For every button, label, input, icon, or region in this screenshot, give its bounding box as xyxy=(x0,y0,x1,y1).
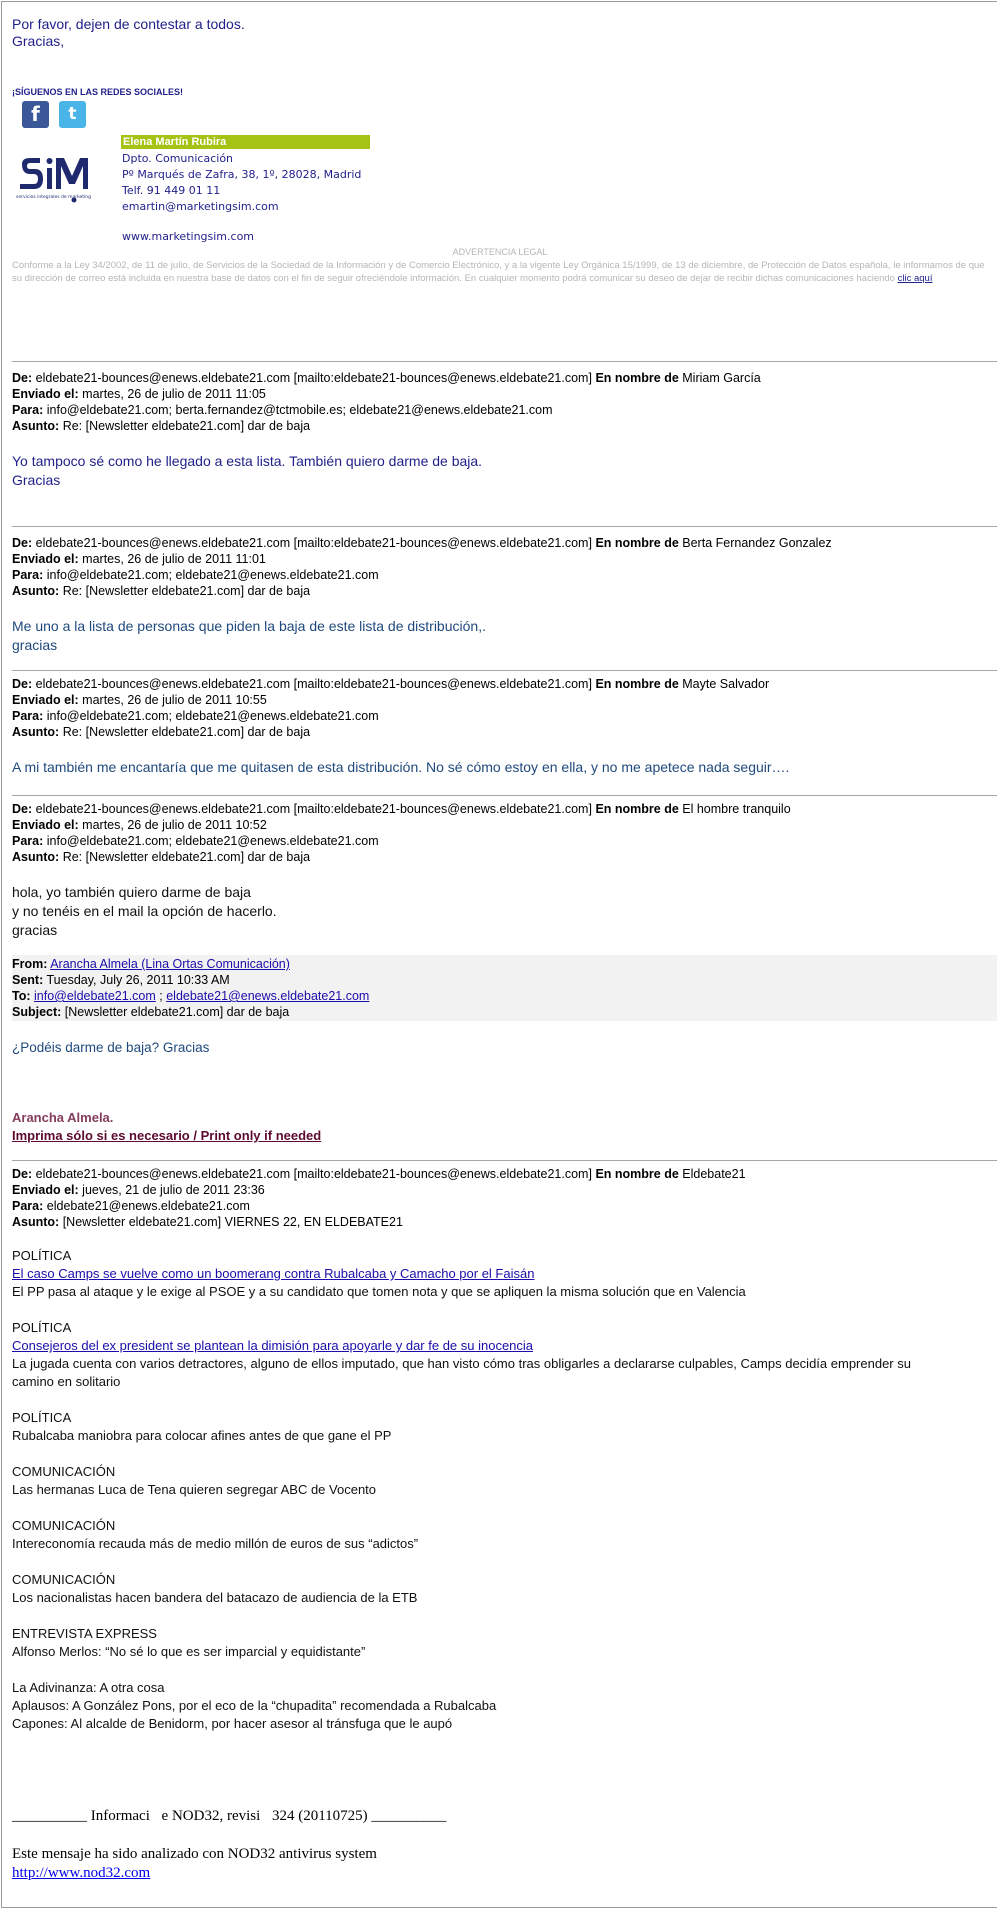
signature-email[interactable]: emartin@marketingsim.com xyxy=(122,200,279,213)
msg2-subject: Asunto: Re: [Newsletter eldebate21.com] dar de baja xyxy=(12,584,311,598)
nl-item-link[interactable]: Consejeros del ex president se plantean la dimisión para apoyarle y dar fe de su inocencia xyxy=(12,1338,534,1353)
nl-item-section: COMUNICACIÓN xyxy=(12,1518,116,1533)
nl-item-text: Rubalcaba maniobra para colocar afines antes de que gane el PP xyxy=(12,1428,392,1443)
print-note: Imprima sólo si es necesario / Print only if needed xyxy=(12,1128,322,1143)
nl-item-section: POLÍTICA xyxy=(12,1248,72,1263)
fwd-sent: Sent: Tuesday, July 26, 2011 10:33 AM xyxy=(12,973,230,987)
nod32-info: __________ Informaci e NOD32, revisi 324 (20110725) __________ xyxy=(12,1808,431,1824)
nl-item-2 xyxy=(12,1319,911,1391)
nl-item-text: La jugada cuenta con varios detractores, alguno de ellos imputado, que han visto cómo tras obligarles a declararse culpables, Camps decidía emprender su xyxy=(12,1356,911,1371)
twitter-icon[interactable]: t xyxy=(59,101,86,128)
nl-item-3 xyxy=(12,1409,391,1445)
msg1-to: Para: info@eldebate21.com; berta.fernandez@tctmobile.es; eldebate21@enews.eldebate21.com xyxy=(12,403,553,417)
msg2-body: Me uno a la lista de personas que piden la baja de este lista de distribución,. gracias xyxy=(12,618,486,653)
nl-item-link[interactable]: El caso Camps se vuelve como un boomerang contra Rubalcaba y Camacho por el Faisán xyxy=(12,1266,535,1281)
legal-body: Conforme a la Ley 34/2002, de 11 de julio, de Servicios de la Sociedad de la Información y de Comercio Electrónico, y a la vigente Ley Orgánica 15/1999, de 13 de diciembre, de Protección de Datos española, le informamos de que su dirección de correo está incluida en nuestra base de datos con el fin de seguir ofreciéndole información. En cualquier momento podrá comunicar su deseo de dejar de recibir dichas comunicaciones haciendo xyxy=(12,260,985,284)
social-heading: ¡SÍGUENOS EN LAS REDES SOCIALES! xyxy=(12,87,184,97)
nl-item-6 xyxy=(12,1571,417,1607)
unsubscribe-link[interactable]: clic aquí xyxy=(897,273,933,284)
nl-to: Para: eldebate21@enews.eldebate21.com xyxy=(12,1199,250,1213)
signature-address: Pº Marqués de Zafra, 38, 1º, 28028, Madrid xyxy=(122,168,362,181)
nl-item-section: COMUNICACIÓN xyxy=(12,1572,116,1587)
msg4-from: De: eldebate21-bounces@enews.eldebate21.com [mailto:eldebate21-bounces@enews.eldebate21.com] En nombre de El hombre tranquilo xyxy=(12,802,791,816)
fwd-signature-name: Arancha Almela. xyxy=(12,1110,114,1125)
facebook-icon[interactable]: f xyxy=(22,101,49,128)
legal-title: ADVERTENCIA LEGAL xyxy=(452,247,548,257)
intro-text xyxy=(12,16,245,50)
nl-item-text: Las hermanas Luca de Tena quieren segregar ABC de Vocento xyxy=(12,1482,377,1497)
separator xyxy=(12,670,997,671)
nod32-link[interactable]: http://www.nod32.com xyxy=(12,1865,151,1881)
intro-line-1: Por favor, dejen de contestar a todos. xyxy=(12,16,245,32)
msg3-body: A mi también me encantaría que me quitasen de esta distribución. No sé cómo estoy en ella, y no me apetece nada seguir…. xyxy=(12,759,790,775)
nod32-message: Este mensaje ha sido analizado con NOD32 antivirus system xyxy=(12,1846,377,1862)
msg1-body: Yo tampoco sé como he llegado a esta lista. También quiero darme de baja. Gracias xyxy=(12,453,483,488)
msg4-sent: Enviado el: martes, 26 de julio de 2011 10:52 xyxy=(12,818,267,832)
msg3-subject: Asunto: Re: [Newsletter eldebate21.com] dar de baja xyxy=(12,725,311,739)
separator xyxy=(12,361,997,362)
fwd-to-link-2[interactable]: eldebate21@enews.eldebate21.com xyxy=(166,989,370,1003)
nl-sent: Enviado el: jueves, 21 de julio de 2011 23:36 xyxy=(12,1183,265,1197)
nl-subject: Asunto: [Newsletter eldebate21.com] VIERNES 22, EN ELDEBATE21 xyxy=(12,1215,403,1229)
nl-item-section: COMUNICACIÓN xyxy=(12,1464,116,1479)
nl-from: De: eldebate21-bounces@enews.eldebate21.com [mailto:eldebate21-bounces@enews.eldebate21.com] En nombre de Eldebate21 xyxy=(12,1167,746,1181)
nl-item-section: POLÍTICA xyxy=(12,1320,72,1335)
fwd-to: To: info@eldebate21.com ; eldebate21@enews.eldebate21.com xyxy=(12,989,370,1003)
msg2-from: De: eldebate21-bounces@enews.eldebate21.com [mailto:eldebate21-bounces@enews.eldebate21.com] En nombre de Berta Fernandez Gonzalez xyxy=(12,536,832,550)
nl-item-7 xyxy=(12,1625,365,1661)
sim-logo xyxy=(16,154,116,220)
nl-item-text: El PP pasa al ataque y le exige al PSOE y a su candidato que tomen nota y que se apliquen la misma solución que en Valencia xyxy=(12,1284,746,1299)
legal-text xyxy=(12,259,997,285)
msg3-to: Para: info@eldebate21.com; eldebate21@enews.eldebate21.com xyxy=(12,709,379,723)
intro-line-2: Gracias, xyxy=(12,33,65,49)
signature-web[interactable]: www.marketingsim.com xyxy=(122,230,255,243)
separator xyxy=(12,1160,997,1161)
nod32-link-wrap xyxy=(12,1864,150,1883)
nl-capones: Capones: Al alcalde de Benidorm, por hacer asesor al tránsfuga que le aupó xyxy=(12,1716,453,1731)
forwarded-header xyxy=(12,955,997,1021)
nl-aplausos: Aplausos: A González Pons, por el eco de la “chupadita” recomendada a Rubalcaba xyxy=(12,1698,497,1713)
nl-item-1 xyxy=(12,1247,746,1301)
fwd-from: From: Arancha Almela (Lina Ortas Comunicación) xyxy=(12,957,290,971)
msg4-to: Para: info@eldebate21.com; eldebate21@enews.eldebate21.com xyxy=(12,834,379,848)
signature-name: Elena Martín Rubira xyxy=(121,135,370,149)
fwd-to-link-1[interactable]: info@eldebate21.com xyxy=(34,989,156,1003)
msg1-from: De: eldebate21-bounces@enews.eldebate21.com [mailto:eldebate21-bounces@enews.eldebate21.com] En nombre de Miriam García xyxy=(12,371,761,385)
fwd-body: ¿Podéis darme de baja? Gracias xyxy=(12,1040,210,1055)
msg2-to: Para: info@eldebate21.com; eldebate21@enews.eldebate21.com xyxy=(12,568,379,582)
msg1-sent: Enviado el: martes, 26 de julio de 2011 11:05 xyxy=(12,387,266,401)
fwd-subject: Subject: [Newsletter eldebate21.com] dar de baja xyxy=(12,1005,290,1019)
nl-item-section: ENTREVISTA EXPRESS xyxy=(12,1626,157,1641)
nl-item-4 xyxy=(12,1463,376,1499)
msg2-sent: Enviado el: martes, 26 de julio de 2011 11:01 xyxy=(12,552,266,566)
separator xyxy=(12,526,997,527)
sim-logo-tagline: servicios integrales de marketing xyxy=(16,195,92,200)
nl-item-text: Los nacionalistas hacen bandera del batacazo de audiencia de la ETB xyxy=(12,1590,418,1605)
fwd-from-link[interactable]: Arancha Almela (Lina Ortas Comunicación) xyxy=(50,957,290,971)
msg1-subject: Asunto: Re: [Newsletter eldebate21.com] dar de baja xyxy=(12,419,311,433)
signature-dept: Dpto. Comunicación xyxy=(122,152,234,165)
nl-item-text: Alfonso Merlos: “No sé lo que es ser imparcial y equidistante” xyxy=(12,1644,366,1659)
nl-item-text: Intereconomía recauda más de medio millón de euros de sus “adictos” xyxy=(12,1536,419,1551)
nl-item-section: POLÍTICA xyxy=(12,1410,72,1425)
msg3-from: De: eldebate21-bounces@enews.eldebate21.com [mailto:eldebate21-bounces@enews.eldebate21.com] En nombre de Mayte Salvador xyxy=(12,677,770,691)
nl-item-text: camino en solitario xyxy=(12,1374,121,1389)
nl-item-5 xyxy=(12,1517,418,1553)
nl-adivinanza: La Adivinanza: A otra cosa xyxy=(12,1680,165,1695)
msg3-sent: Enviado el: martes, 26 de julio de 2011 10:55 xyxy=(12,693,267,707)
msg4-body: hola, yo también quiero darme de baja y no tenéis en el mail la opción de hacerlo. gracias xyxy=(12,884,277,938)
nl-extras xyxy=(12,1679,496,1733)
signature-phone: Telf. 91 449 01 11 xyxy=(122,184,221,197)
msg4-subject: Asunto: Re: [Newsletter eldebate21.com] dar de baja xyxy=(12,850,311,864)
separator xyxy=(12,795,997,796)
